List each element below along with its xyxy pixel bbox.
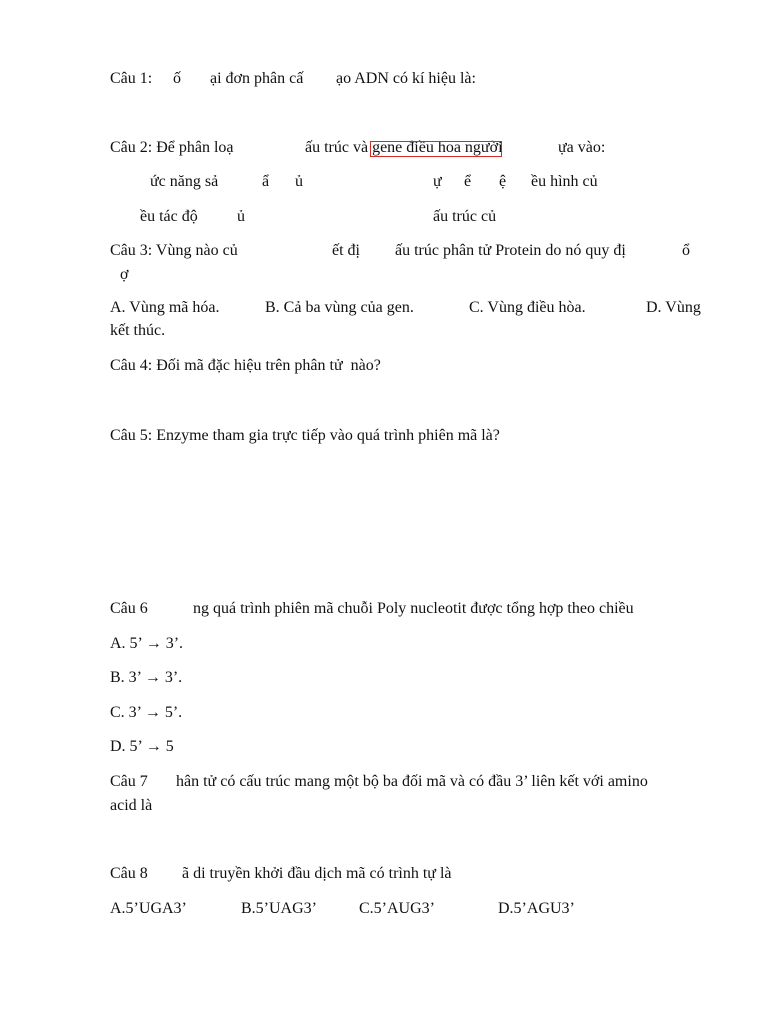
- q3-fragment: ết đị: [332, 242, 360, 259]
- q6-option-b: B. 3’ → 3’.: [110, 669, 183, 686]
- q2-option-fragment: ự: [433, 173, 442, 190]
- q2-option-fragment: ức năng sả: [150, 173, 219, 190]
- q1-label: Câu 1:: [110, 70, 153, 87]
- q8-text: ã di truyền khởi đầu dịch mã có trình tự là: [182, 865, 452, 882]
- q2-option-fragment: ệ: [499, 173, 507, 190]
- q6-label: Câu 6: [110, 600, 148, 617]
- q3-label: Câu 3: Vùng nào củ: [110, 242, 238, 259]
- red-highlight-box: [370, 141, 502, 157]
- q1-fragment: ố: [173, 70, 181, 87]
- q2-option-fragment: ều tác độ: [140, 208, 198, 225]
- q6-text: ng quá trình phiên mã chuỗi Poly nucleotit được tổng hợp theo chiều: [193, 600, 634, 617]
- q2-label: Câu 2: Để phân loạ: [110, 139, 234, 156]
- q3-fragment: ợ: [120, 266, 129, 283]
- q8-option-b: B.5’UAG3’: [241, 900, 317, 917]
- q3-option-c: C. Vùng điều hòa.: [469, 299, 586, 316]
- q7-label: Câu 7: [110, 773, 148, 790]
- q2-option-fragment: ẩ: [262, 173, 270, 190]
- q2-option-fragment: ủ: [295, 173, 303, 190]
- q3-option-a: A. Vùng mã hóa.: [110, 299, 220, 316]
- q6-option-c: C. 3’ → 5’.: [110, 704, 183, 721]
- q4-text: Câu 4: Đối mã đặc hiệu trên phân tử nào?: [110, 357, 381, 374]
- q3-option-d: D. Vùng: [646, 299, 701, 316]
- q8-option-d: D.5’AGU3’: [498, 900, 575, 917]
- q6-option-a: A. 5’ → 3’.: [110, 635, 184, 652]
- q8-label: Câu 8: [110, 865, 148, 882]
- q2-fragment: ấu trúc và gene điều hoa người: [305, 139, 503, 156]
- q3-option-b: B. Cả ba vùng của gen.: [265, 299, 414, 316]
- q2-option-fragment: ể: [464, 173, 472, 190]
- q7-text-continued: acid là: [110, 797, 153, 814]
- q2-option-fragment: ấu trúc củ: [433, 208, 497, 225]
- q3-option-d-continued: kết thúc.: [110, 322, 166, 339]
- q8-option-c: C.5’AUG3’: [359, 900, 435, 917]
- q2-option-fragment: ủ: [237, 208, 245, 225]
- q2-option-fragment: ều hình củ: [531, 173, 598, 190]
- q8-option-a: A.5’UGA3’: [110, 900, 187, 917]
- q5-text: Câu 5: Enzyme tham gia trực tiếp vào quá trình phiên mã là?: [110, 427, 500, 444]
- q1-fragment: ạo ADN có kí hiệu là:: [336, 70, 476, 87]
- q3-fragment: ổ: [682, 242, 690, 259]
- q2-fragment: ựa vào:: [558, 139, 606, 156]
- q3-fragment: ấu trúc phân tử Protein do nó quy đị: [395, 242, 626, 259]
- q1-fragment: ại đơn phân cấ: [210, 70, 304, 87]
- q7-text: hân tử có cấu trúc mang một bộ ba đối mã và có đầu 3’ liên kết với amino: [176, 773, 648, 790]
- q6-option-d: D. 5’ → 5: [110, 738, 174, 755]
